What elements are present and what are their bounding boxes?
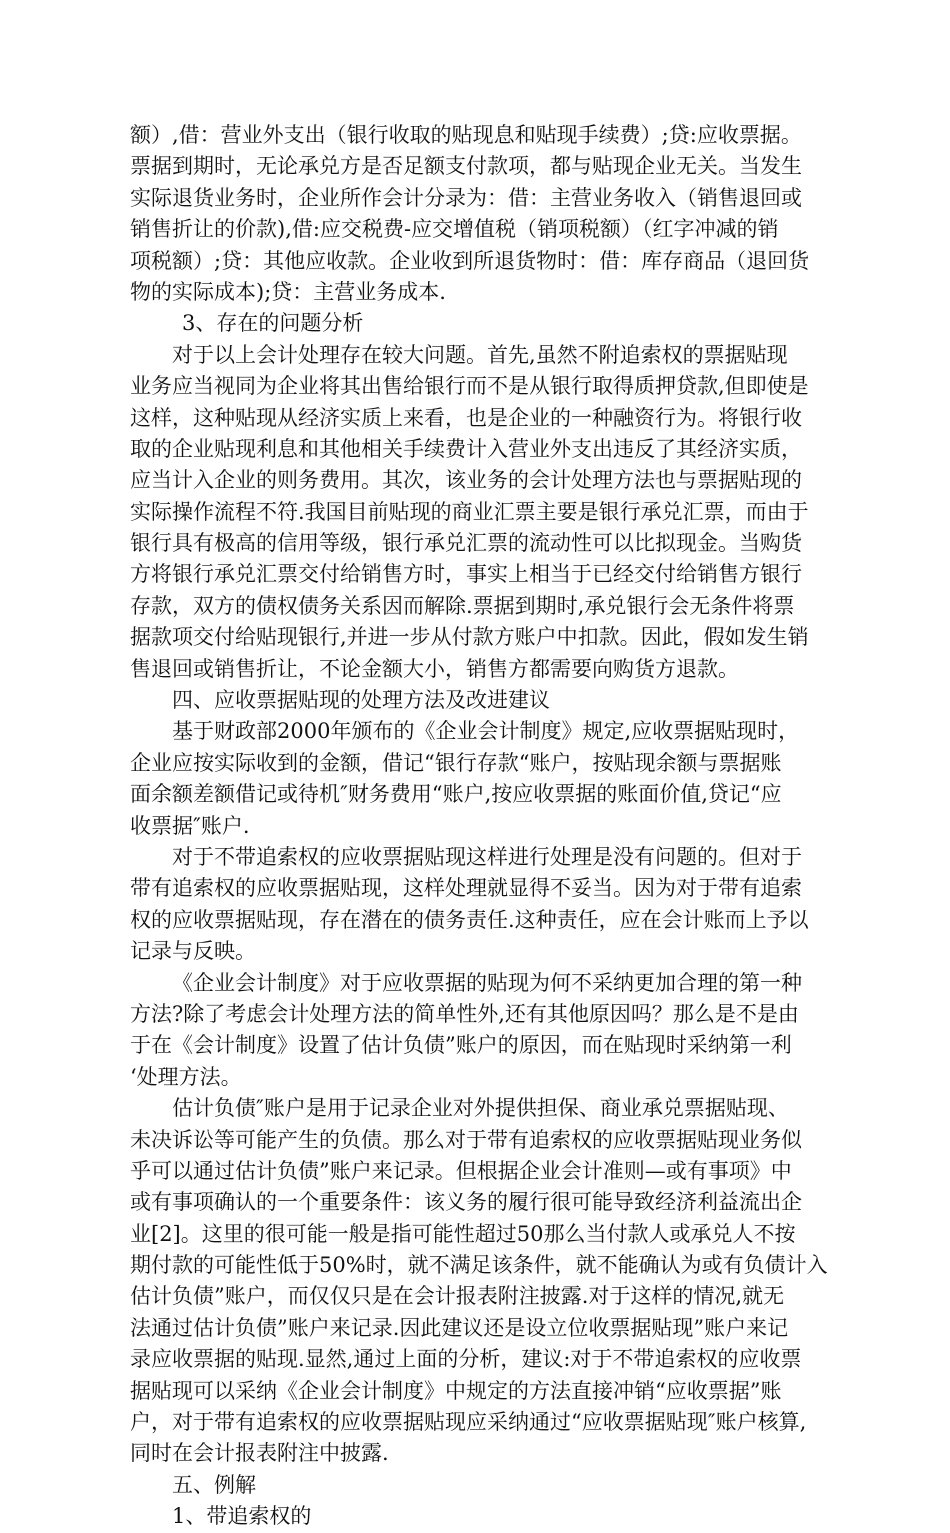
- text-line: 权的应收票据贴现，存在潜在的债务责任.这种责任，应在会计账而上予以: [130, 907, 809, 932]
- text-line: 业[2]。这里的很可能一般是指可能性超过50那么当付款人或承兑人不按: [130, 1221, 796, 1246]
- text-line: 户，对于带有追索权的应收票据贴现应采纳通过“应收票据贴现″账户核算,: [130, 1410, 807, 1435]
- text-line: 基于财政部2000年颁布的《企业会计制度》规定,应收票据贴现时，: [172, 719, 800, 744]
- text-line: 面余额差额借记或待机″财务费用“账户,按应收票据的账面价值,贷记“应: [130, 782, 782, 807]
- text-line: 这样，这种贴现从经济实质上来看，也是企业的一种融资行为。将银行收: [130, 405, 802, 430]
- text-line: 1、带追索权的: [172, 1504, 312, 1529]
- text-line: 额）,借：营业外支出（银行收取的贴现息和贴现手续费）;贷:应收票据。: [130, 123, 802, 147]
- text-line: 期付款的可能性低于50%时，就不满足该条件，就不能确认为或有负债计入: [130, 1253, 828, 1278]
- text-line: 3、存在的问题分析: [182, 311, 364, 336]
- text-line: 项税额）;贷：其他应收款。企业收到所退货物时：借：库存商品（退回货: [130, 248, 810, 273]
- text-line: 记录与反映。: [130, 939, 256, 964]
- text-line: 实际操作流程不符.我国目前贴现的商业汇票主要是银行承兑汇票，而由于: [130, 499, 809, 524]
- text-line: 于在《会计制度》设置了估计负债”账户的原因，而在贴现时采纳第一利: [130, 1033, 792, 1058]
- text-line: 银行具有极高的信用等级，银行承兑汇票的流动性可以比拟现金。当购货: [130, 531, 802, 556]
- text-line: 录应收票据的贴现.显然,通过上面的分析，建议:对于不带追索权的应收票: [130, 1347, 802, 1372]
- text-line: 销售折让的价款),借:应交税费-应交增值税（销项税额）（红字冲减的销: [130, 217, 779, 242]
- text-line: 方法?除了考虑会计处理方法的简单性外,还有其他原因吗？那么是不是由: [130, 1001, 799, 1026]
- text-line: 业务应当视同为企业将其出售给银行而不是从银行取得质押贷款,但即使是: [130, 374, 809, 399]
- text-line: 四、应收票据贴现的处理方法及改进建议: [172, 688, 550, 713]
- text-line: 收票据″账户.: [130, 813, 250, 838]
- text-line: 票据到期时，无论承兑方是否足额支付款项，都与贴现企业无关。当发生: [130, 154, 802, 179]
- text-line: 据贴现可以采纳《企业会计制度》中规定的方法直接冲销“应收票据”账: [130, 1378, 782, 1403]
- text-line: ‘处理方法。: [130, 1064, 242, 1089]
- text-line: 或有事项确认的一个重要条件：该义务的履行很可能导致经济利益流出企: [130, 1190, 802, 1215]
- text-line: 法通过估计负债”账户来记录.因此建议还是设立位收票据贴现”账户来记: [130, 1315, 789, 1340]
- text-line: 未决诉讼等可能产生的负债。那么对于带有追索权的应收票据贴现业务似: [130, 1127, 802, 1152]
- text-line: 对于以上会计处理存在较大问题。首先,虽然不附追索权的票据贴现: [172, 342, 788, 367]
- text-line: 企业应按实际收到的金额，借记“银行存款“账户，按贴现余额与票据账: [130, 750, 782, 775]
- text-line: 实际退货业务时，企业所作会计分录为：借：主营业务收入（销售退回或: [130, 185, 802, 210]
- text-line: 对于不带追索权的应收票据贴现这样进行处理是没有问题的。但对于: [172, 844, 802, 869]
- text-line: 五、例解: [172, 1472, 256, 1497]
- text-line: 物的实际成本);贷：主营业务成本.: [130, 279, 446, 304]
- text-line: 估计负债″账户是用于记录企业对外提供担保、商业承兑票据贴现、: [172, 1096, 789, 1121]
- text-line: 带有追索权的应收票据贴现，这样处理就显得不妥当。因为对于带有追索: [130, 876, 802, 901]
- text-line: 据款项交付给贴现银行,并进一步从付款方账户中扣款。因此，假如发生销: [130, 625, 809, 650]
- document-body: [130, 120, 862, 1533]
- text-line: 应当计入企业的则务费用。其次，该业务的会计处理方法也与票据贴现的: [130, 468, 802, 493]
- text-line: 售退回或销售折让，不论金额大小，销售方都需要向购货方退款。: [130, 656, 739, 681]
- text-line: 存款，双方的债权债务关系因而解除.票据到期时,承兑银行会无条件将票: [130, 593, 795, 618]
- text-line: 取的企业贴现利息和其他相关手续费计入营业外支出违反了其经济实质，: [130, 436, 802, 461]
- text-line: 同时在会计报表附注中披露.: [130, 1441, 389, 1466]
- text-line: 方将银行承兑汇票交付给销售方时，事实上相当于已经交付给销售方银行: [130, 562, 802, 587]
- text-line: 《企业会计制度》对于应收票据的贴现为何不采纳更加合理的第一种: [172, 970, 802, 995]
- text-line: 估计负债”账户，而仅仅只是在会计报表附注披露.对于这样的情况,就无: [130, 1284, 785, 1309]
- text-line: 乎可以通过估计负债”账户来记录。但根据企业会计准则—或有事项》中: [130, 1158, 792, 1183]
